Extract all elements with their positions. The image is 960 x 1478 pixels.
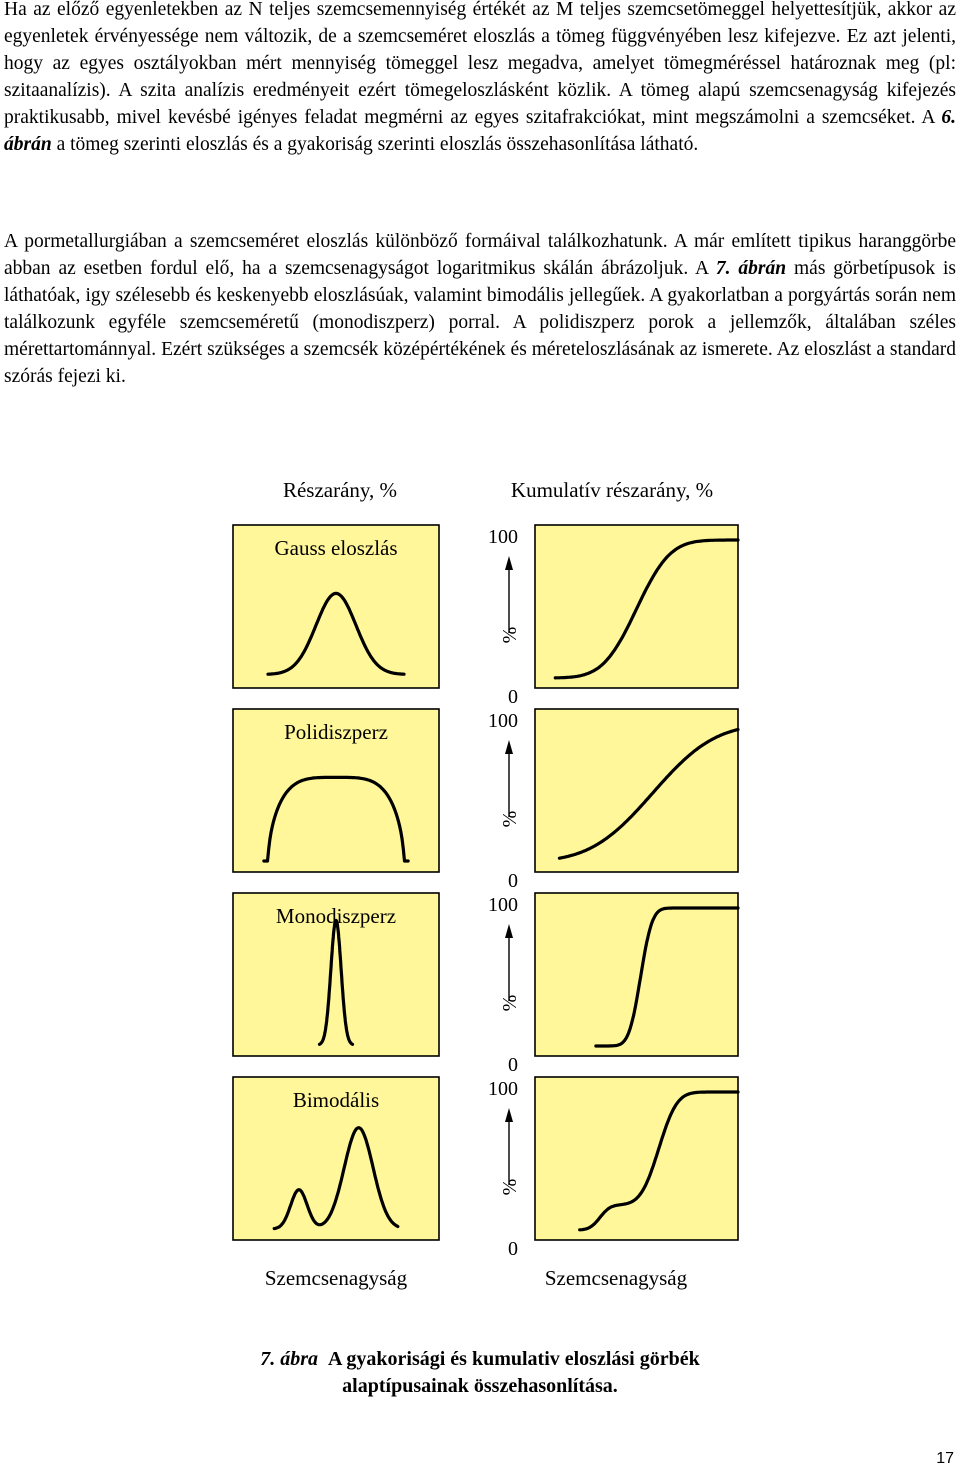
paragraph-segment: Ha az előző egyenletekben az N teljes szemcsemennyiség értékét az M teljes szemcsetömeggel helyettesítjük, akkor az egyenletek érvényessége nem változik, de a szemcseméret eloszlás a tömeg függvényében lesz kifejezve. Ez azt jelenti, hogy az egyes osztályokban mért mennyiség tömeggel lesz megadva, amelyet tömegméréssel határoznak meg (pl: szitaanalízis). A szita analízis eredményeit ezért tömegeloszlásként közlik. A tömeg alapú szemcsenagyság kifejezés praktikusabb, mivel kevésbé igényes feladat megmérni az egyes szitafrakciókat, mint megszámolni a szemcséket. A [4,0,956,128]
axis-bottom-label: 0 [508,870,518,892]
paragraph-segment: más görbetípusok is láthatóak, igy szélesebb és keskenyebb eloszlásúak, valamint bimodális jellegűek. A gyakorlatban a porgyártás során nem találkozunk egyféle szemcseméretű (monodiszperz) porral. A polidiszperz porok a jellemzők, általában széles mérettartománnyal. Ezért szükséges a szemcsék középértékének és méreteloszlásának az ismerete. Az eloszlást a standard szórás fejezi ki. [4,258,957,387]
paragraph-segment: A pormetallurgiában a szemcseméret eloszlás különböző formáival találkozhatunk. A már említett tipikus haranggörbe abban az esetben fordul elő, ha a szemcsenagyságot logaritmikus skálán ábrázoljuk. A [4,231,956,279]
axis-percent-label: % [499,810,521,828]
cumulative-panel [535,709,738,872]
axis-bottom-label: 0 [508,1054,518,1076]
axis-arrow-head [505,924,513,938]
axis-bottom-label: 0 [508,686,518,708]
axis-top-label: 100 [488,710,518,732]
axis-arrow-head [505,740,513,754]
axis-arrow-head [505,1108,513,1122]
right-header: Kumulatív részarány, % [510,478,714,502]
page-number: 17 [936,1450,954,1467]
left-footer: Szemcsenagyság [264,1266,408,1290]
panel-title: Monodiszperz [275,904,397,928]
panel-title: Polidiszperz [284,720,388,744]
axis-arrow-head [505,556,513,570]
axis-top-label: 100 [488,894,518,916]
figure-caption [0,1346,960,1400]
axis-top-label: 100 [488,1078,518,1100]
paragraph-segment: a tömeg szerinti eloszlás és a gyakoriság szerinti eloszlás összehasonlítása látható. [51,134,699,155]
paragraph-2 [4,228,956,390]
caption-line-2: alaptípusainak összehasonlítása. [342,1375,618,1397]
axis-top-label: 100 [488,526,518,548]
cumulative-panel [535,893,738,1056]
right-footer: Szemcsenagyság [544,1266,688,1290]
caption-label: 7. ábra [260,1348,319,1370]
paragraph-segment: 6. ábrán [4,107,956,155]
cumulative-panel [535,1077,738,1240]
panel-title: Bimodális [292,1088,380,1112]
caption-line-1: A gyakorisági és kumulativ eloszlási görbék [328,1348,700,1370]
paragraph-1 [4,0,956,158]
distribution-figure [0,455,960,1300]
axis-percent-label: % [499,994,521,1012]
panel-title: Gauss eloszlás [274,536,398,560]
axis-percent-label: % [499,626,521,644]
paragraph-segment: 7. ábrán [715,258,787,279]
axis-bottom-label: 0 [508,1238,518,1260]
panels-group [233,525,738,1260]
left-header: Részarány, % [282,478,398,502]
axis-percent-label: % [499,1178,521,1196]
